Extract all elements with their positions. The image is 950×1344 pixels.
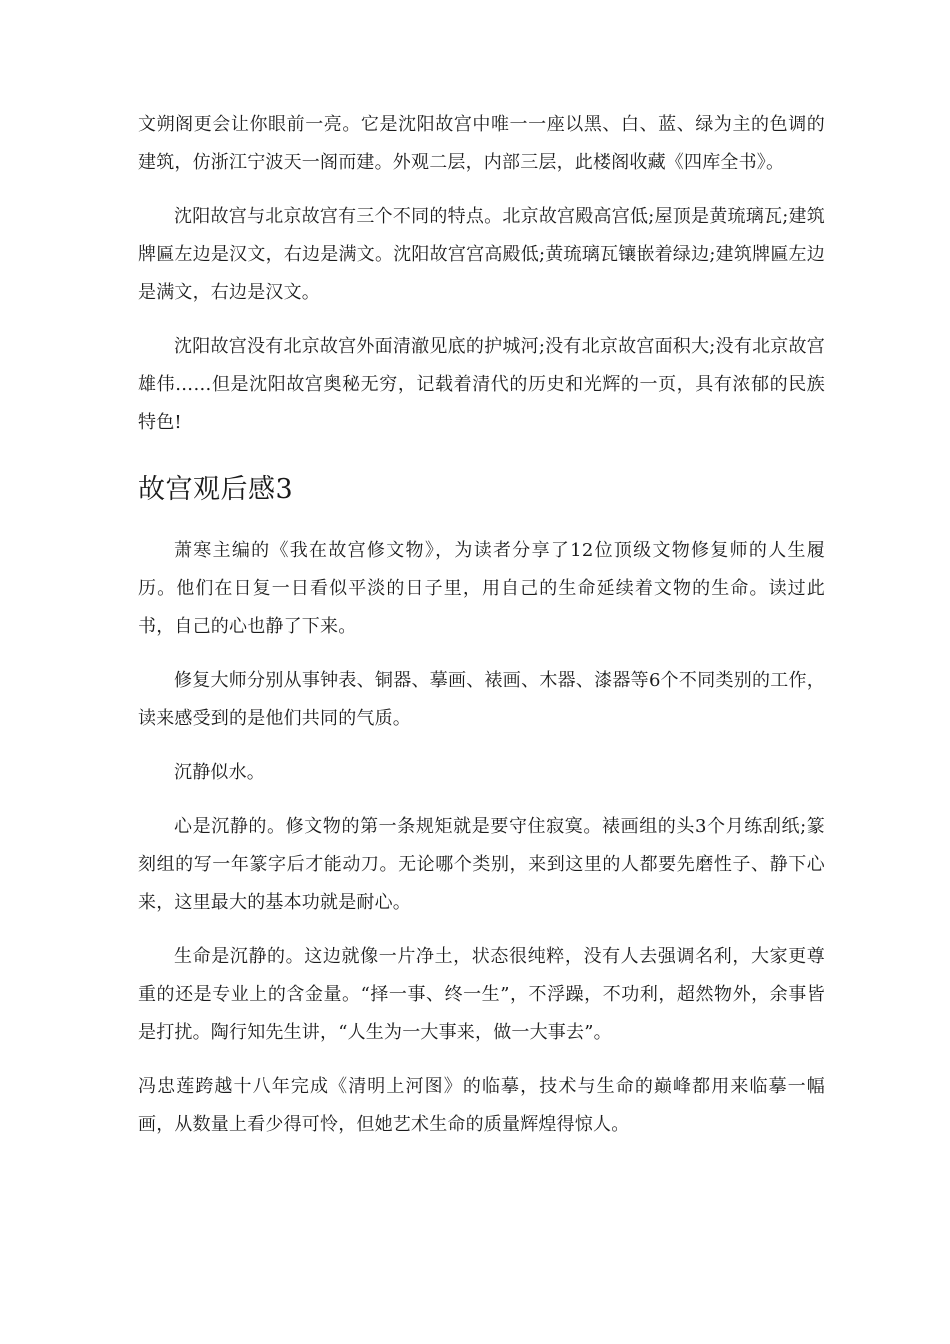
paragraph-heart-calm: 心是沉静的。修文物的第一条规矩就是要守住寂寞。裱画组的头3个月练刮纸;篆刻组的写一年篆字后才能动刀。无论哪个类别，来到这里的人都要先磨性子、静下心来，这里最大的基本功就是耐心。 — [138, 816, 825, 913]
paragraph-life-calm: 生命是沉静的。这边就像一片净土，状态很纯粹，没有人去强调名利，大家更尊重的还是专业上的含金量。“择一事、终一生”，不浮躁，不功利，超然物外，余事皆是打扰。陶行知先生讲，“人生为一大事来，做一大事去”。 — [138, 946, 825, 1043]
paragraph-feng-zhonglian: 冯忠莲跨越十八年完成《清明上河图》的临摹，技术与生命的巅峰都用来临摹一幅画，从数量上看少得可怜，但她艺术生命的质量辉煌得惊人。 — [138, 1076, 825, 1135]
paragraph-masters: 修复大师分别从事钟表、铜器、摹画、裱画、木器、漆器等6个不同类别的工作，读来感受到的是他们共同的气质。 — [138, 670, 825, 729]
paragraph-book-intro: 萧寒主编的《我在故宫修文物》，为读者分享了12位顶级文物修复师的人生履历。他们在日复一日看似平淡的日子里，用自己的生命延续着文物的生命。读过此书，自己的心也静了下来。 — [138, 540, 825, 637]
paragraph-calm: 沉静似水。 — [174, 762, 265, 783]
paragraph-wenshuo-pavilion: 文朔阁更会让你眼前一亮。它是沈阳故宫中唯一一座以黑、白、蓝、绿为主的色调的建筑，仿浙江宁波天一阁而建。外观二层，内部三层，此楼阁收藏《四库全书》。 — [138, 114, 825, 173]
section-heading: 故宫观后感3 — [138, 474, 294, 505]
paragraph-comparison: 沈阳故宫没有北京故宫外面清澈见底的护城河;没有北京故宫面积大;没有北京故宫雄伟……但是沈阳故宫奥秘无穷，记载着清代的历史和光辉的一页，具有浓郁的民族特色! — [138, 336, 825, 433]
paragraph-differences: 沈阳故宫与北京故宫有三个不同的特点。北京故宫殿高宫低;屋顶是黄琉璃瓦;建筑牌匾左边是汉文，右边是满文。沈阳故宫宫高殿低;黄琉璃瓦镶嵌着绿边;建筑牌匾左边是满文，右边是汉文。 — [138, 206, 825, 303]
